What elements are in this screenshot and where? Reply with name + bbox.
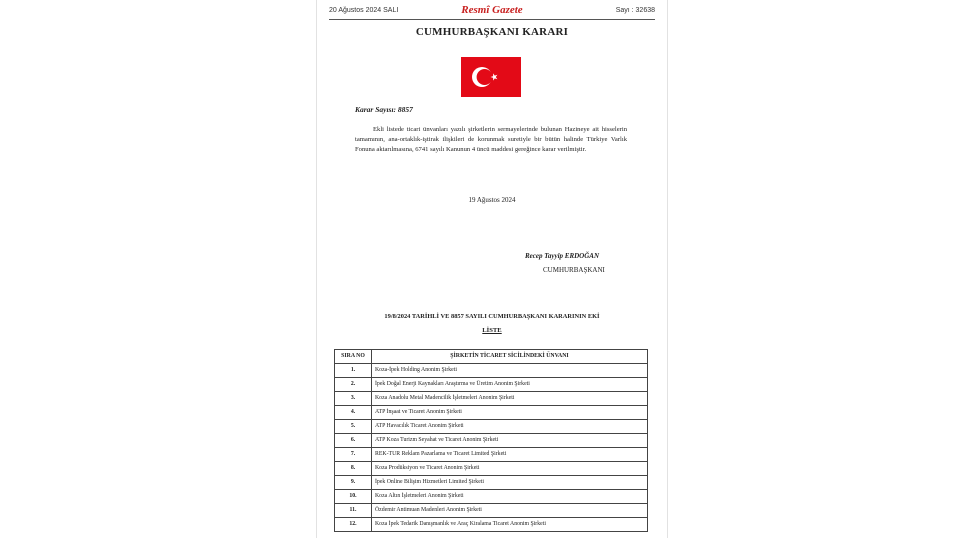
gazette-title: Resmî Gazete — [461, 4, 523, 16]
table-row — [335, 476, 648, 490]
table-row — [335, 518, 648, 532]
decision-number: Karar Sayısı: 8857 — [355, 105, 413, 114]
column-header-name: ŞİRKETİN TİCARET SİCİLİNDEKİ ÜNVANI — [372, 350, 648, 364]
company-rows — [335, 364, 648, 532]
signer-name: Recep Tayyip ERDOĞAN — [525, 252, 600, 260]
company-name: Koza Prodüksiyon ve Ticaret Anonim Şirketi — [372, 462, 648, 476]
gazette-page — [316, 0, 668, 538]
company-table — [334, 349, 648, 532]
table-row — [335, 392, 648, 406]
column-header-no: SIRA NO — [335, 350, 372, 364]
table-header-row — [335, 350, 648, 364]
company-name: Koza İpek Tedarik Danışmanlık ve Araç Kiralama Ticaret Anonim Şirketi — [372, 518, 648, 532]
table-row — [335, 364, 648, 378]
annex-list-title: LİSTE — [482, 327, 502, 334]
table-row — [335, 490, 648, 504]
decision-body: Ekli listede ticari ünvanları yazılı şirketlerin sermayelerinde bulunan Hazineye ait hisselerin tamamının, ana-ortaklık-iştirak ilişkileri de korunmak suretiyle bir bütün halinde Türkiye Varlık Fonuna aktarılmasına, 6741 sayılı Kanunun 4 üncü maddesi gereğince karar verilmiştir. — [355, 126, 627, 153]
row-number: 11. — [335, 504, 372, 518]
row-number: 5. — [335, 420, 372, 434]
table-row — [335, 420, 648, 434]
row-number: 6. — [335, 434, 372, 448]
company-name: Koza Anadolu Metal Madencilik İşletmeleri Anonim Şirketi — [372, 392, 648, 406]
gazette-header — [329, 4, 655, 18]
issue-number: Sayı : 32638 — [615, 7, 655, 14]
row-number: 4. — [335, 406, 372, 420]
row-number: 12. — [335, 518, 372, 532]
table-row — [335, 406, 648, 420]
row-number: 7. — [335, 448, 372, 462]
row-number: 2. — [335, 378, 372, 392]
company-name: Koza Altın İşletmeleri Anonim Şirketi — [372, 490, 648, 504]
company-name: REK-TUR Reklam Pazarlama ve Ticaret Limited Şirketi — [372, 448, 648, 462]
table-row — [335, 434, 648, 448]
issue-date: 20 Ağustos 2024 SALI — [329, 7, 399, 14]
row-number: 3. — [335, 392, 372, 406]
table-row — [335, 378, 648, 392]
company-name: İpek Doğal Enerji Kaynakları Araştırma ve Üretim Anonim Şirketi — [372, 378, 648, 392]
company-name: Özdemir Antimuan Madenleri Anonim Şirketi — [372, 504, 648, 518]
signature-date: 19 Ağustos 2024 — [468, 196, 516, 204]
row-number: 8. — [335, 462, 372, 476]
signer-title: CUMHURBAŞKANI — [543, 266, 605, 274]
company-name: Koza-İpek Holding Anonim Şirketi — [372, 364, 648, 378]
header-divider — [329, 19, 655, 20]
table-row — [335, 448, 648, 462]
company-name: ATP Koza Turizm Seyahat ve Ticaret Anonim Şirketi — [372, 434, 648, 448]
document-title: CUMHURBAŞKANI KARARI — [415, 26, 569, 38]
annex-heading: 19/8/2024 TARİHLİ VE 8857 SAYILI CUMHURBAŞKANI KARARININ EKİ — [384, 313, 600, 320]
row-number: 1. — [335, 364, 372, 378]
turkish-flag-icon — [461, 57, 521, 97]
row-number: 10. — [335, 490, 372, 504]
row-number: 9. — [335, 476, 372, 490]
company-name: ATP Havacılık Ticaret Anonim Şirketi — [372, 420, 648, 434]
table-row — [335, 504, 648, 518]
company-name: İpek Online Bilişim Hizmetleri Limited Şirketi — [372, 476, 648, 490]
table-row — [335, 462, 648, 476]
company-name: ATP İnşaat ve Ticaret Anonim Şirketi — [372, 406, 648, 420]
